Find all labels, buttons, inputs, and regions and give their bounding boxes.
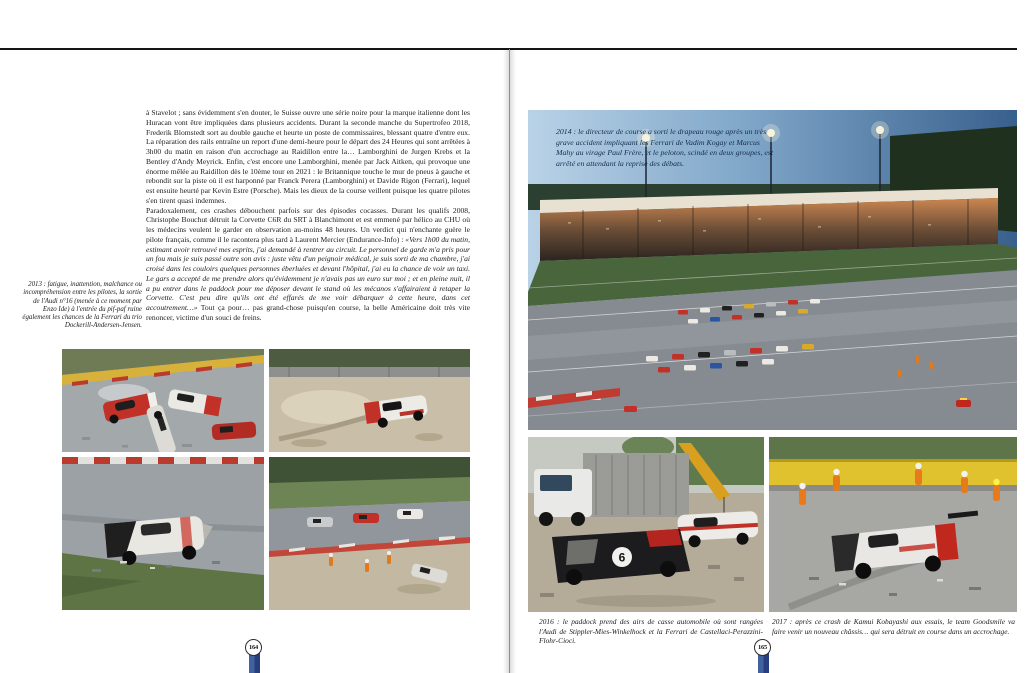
page-marker-left — [245, 639, 265, 673]
photo-gravel-runoff-panorama-art — [269, 457, 470, 610]
caption-2017: 2017 : après ce crash de Kamui Kobayashi aux essais, le team Goodsmile va faire venir un nouveau châssis… qui sera détruit en course dans un accrochage. — [772, 617, 1015, 636]
photo-2016-paddock-wrecks — [528, 437, 764, 612]
svg-text:6: 6 — [618, 550, 626, 565]
page-gutter-line — [509, 49, 510, 673]
photo-gravel-runoff-panorama — [269, 457, 470, 610]
photo-2014-red-flag-grandstand — [528, 110, 1017, 430]
body-paragraph-2 — [146, 206, 470, 323]
paragraph-2-quote: «Vers 1h00 du matin, estimant avoir retrouvé mes esprits, j'ai demandé à rentrer au circuit. Le personnel de garde m'a pris pour un fou mais je suis passé outre son avis : juste vêtu d'un peignoir médical, je suis sorti de ma chambre, j'ai croisé dans les couloirs quelques personnes éberluées et devant l'hôpital, j'ai eu la chance de voir un taxi. Le gars a accepté de me prendre alors qu'évidemment je n'avais pas un euro sur moi ; et en pleine nuit, il a pu entrer dans le paddock pour me déposer devant le stand où les mécanos s'affairaient à retaper la Corvette. C'est peu dire qu'ils ont été effarés de me voir débarquer à cette heure, dans cet accoutrement…» — [146, 234, 470, 312]
photo-audi-gravel-trap-art — [269, 349, 470, 452]
page-number-right: 165 — [754, 639, 771, 656]
photo-2017-kobayashi-crash-art — [769, 437, 1017, 612]
caption-2016: 2016 : le paddock prend des airs de casse automobile où sont rangées l'Audi de Stippler-Mies-Winkelhock et la Ferrari de Castellaci-Perazzini-Flohr-Cioci. — [539, 617, 763, 646]
photo-2017-kobayashi-crash — [769, 437, 1017, 612]
body-text-column — [146, 108, 470, 323]
overlay-caption-2014: 2014 : le directeur de course a sorti le drapeau rouge après un très grave accident impliquant les Ferrari de Vadim Kogay et Marcus Mahy au virage Paul Frère, et le peloton, scindé en deux groupes, est arrêté en attendant la reprise des débats. — [556, 127, 774, 168]
photo-audi-gravel-trap — [269, 349, 470, 452]
page-number-left: 164 — [245, 639, 262, 656]
photo-2013-audi-pileup — [62, 349, 264, 452]
paragraph-2-intro: Paradoxalement, ces crashes débouchent parfois sur des épisodes cocasses. Durant les qualifs 2008, Christophe Bouchut détruit la Corvette C6R du SRT à Blanchimont et est emmené par hélico au CHU où les médecins veulent le garder en observation au-moins 48 heures. Un verdict qui n'enchante guère le pilote français, comme il le racontera plus tard à Laurent Mercier (Endurance-Info) : — [146, 205, 470, 244]
photo-wrecked-porsche — [62, 457, 264, 610]
photo-wrecked-porsche-art — [62, 457, 264, 610]
photo-2016-paddock-wrecks-art — [528, 437, 764, 612]
body-paragraph-1: à Stavelot ; sans évidemment s'en douter, le Suisse ouvre une série noire pour la marque italienne dont les Huracan vont être impliquées dans plusieurs accidents. Durant la seconde manche du Supertrofeo 2018, Frederik Blomstedt sort au double gauche et heurte un poste de commissaires, blessant quatre d'entre eux. La réparation des rails entraîne un report d'une demi-heure pour le départ des 24 Heures qui sont arrêtées à 3h00 du matin en raison d'un accrochage au Raidillon entre la… Lamborghini de Jurgen Krebs et la Bentley d'Andy Meyrick. Enfin, c'est encore une Lamborghini, menée par Jack Aitken, qui provoque une énorme mêlée au Raidillon dès le 10ème tour en 2021 : le Britannique touche le mur de pneus à gauche et rebondit sur la piste où il est harponné par Franck Perera (Lamborghini) et Davide Rigon (Ferrari), lequel est ensuite heurté par Kevin Estre (Porsche). Mais les dieux de la course veillent puisque les quatre pilotes s'en tirent quasi indemnes. — [146, 108, 470, 205]
page-marker-right — [754, 639, 774, 673]
photo-2013-audi-pileup-art — [62, 349, 264, 452]
paragraph-2-end: Tout ça pour… pas grand-chose puisqu'en course, la belle Américaine doit très vite renoncer, victime d'un souci de freins. — [146, 303, 470, 322]
margin-caption-2013: 2013 : fatigue, inattention, malchance ou incompréhension entre les pilotes, la sortie de l'Audi n°16 (menée à ce moment par Enzo Ide) à l'entrée du pif-paf ruine également les chances de la Ferrari du trio Dockerill-Andersen-Jensen. — [22, 281, 142, 330]
